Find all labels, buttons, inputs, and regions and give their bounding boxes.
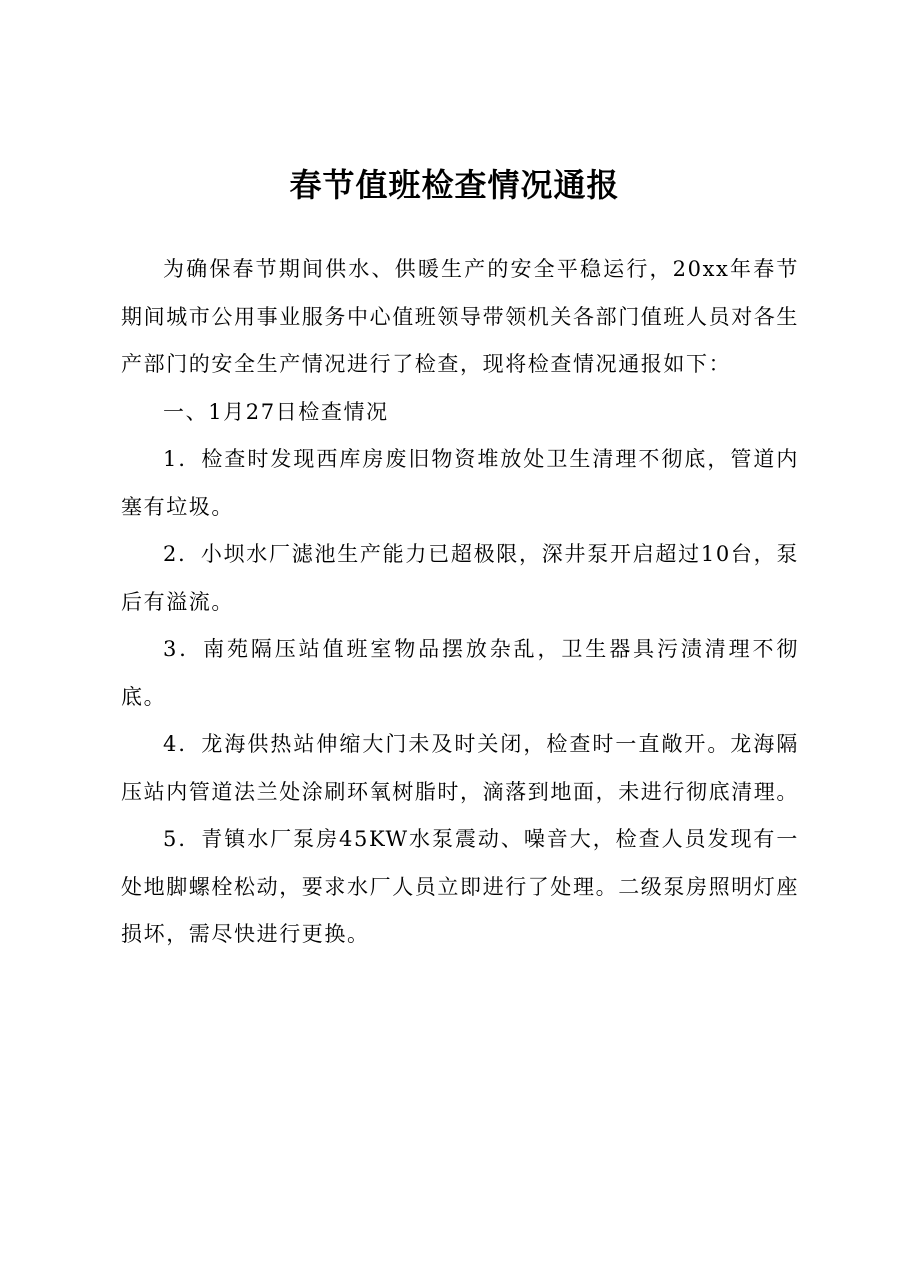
document-title: 春节值班检查情况通报 <box>289 166 620 204</box>
finding-paragraph-5: 5．青镇水厂泵房45KW水泵震动、噪音大，检查人员发现有一处地脚螺栓松动，要求水厂人员立即进行了处理。二级泵房照明灯座损坏，需尽快进行更换。 <box>121 827 799 946</box>
finding-paragraph-3: 3．南苑隔压站值班室物品摆放杂乱，卫生器具污渍清理不彻底。 <box>121 637 799 709</box>
section-heading: 一、1月27日检查情况 <box>163 399 389 424</box>
finding-paragraph-1: 1．检查时发现西库房废旧物资堆放处卫生清理不彻底，管道内塞有垃圾。 <box>121 447 799 519</box>
finding-paragraph-2: 2．小坝水厂滤池生产能力已超极限，深井泵开启超过10台，泵后有溢流。 <box>121 542 799 614</box>
finding-paragraph-4: 4．龙海供热站伸缩大门未及时关闭，检查时一直敞开。龙海隔压站内管道法兰处涂刷环氧树脂时，滴落到地面，未进行彻底清理。 <box>121 732 799 804</box>
intro-paragraph: 为确保春节期间供水、供暖生产的安全平稳运行，20xx年春节期间城市公用事业服务中心值班领导带领机关各部门值班人员对各生产部门的安全生产情况进行了检查，现将检查情况通报如下： <box>121 257 799 376</box>
document-body <box>121 246 799 959</box>
